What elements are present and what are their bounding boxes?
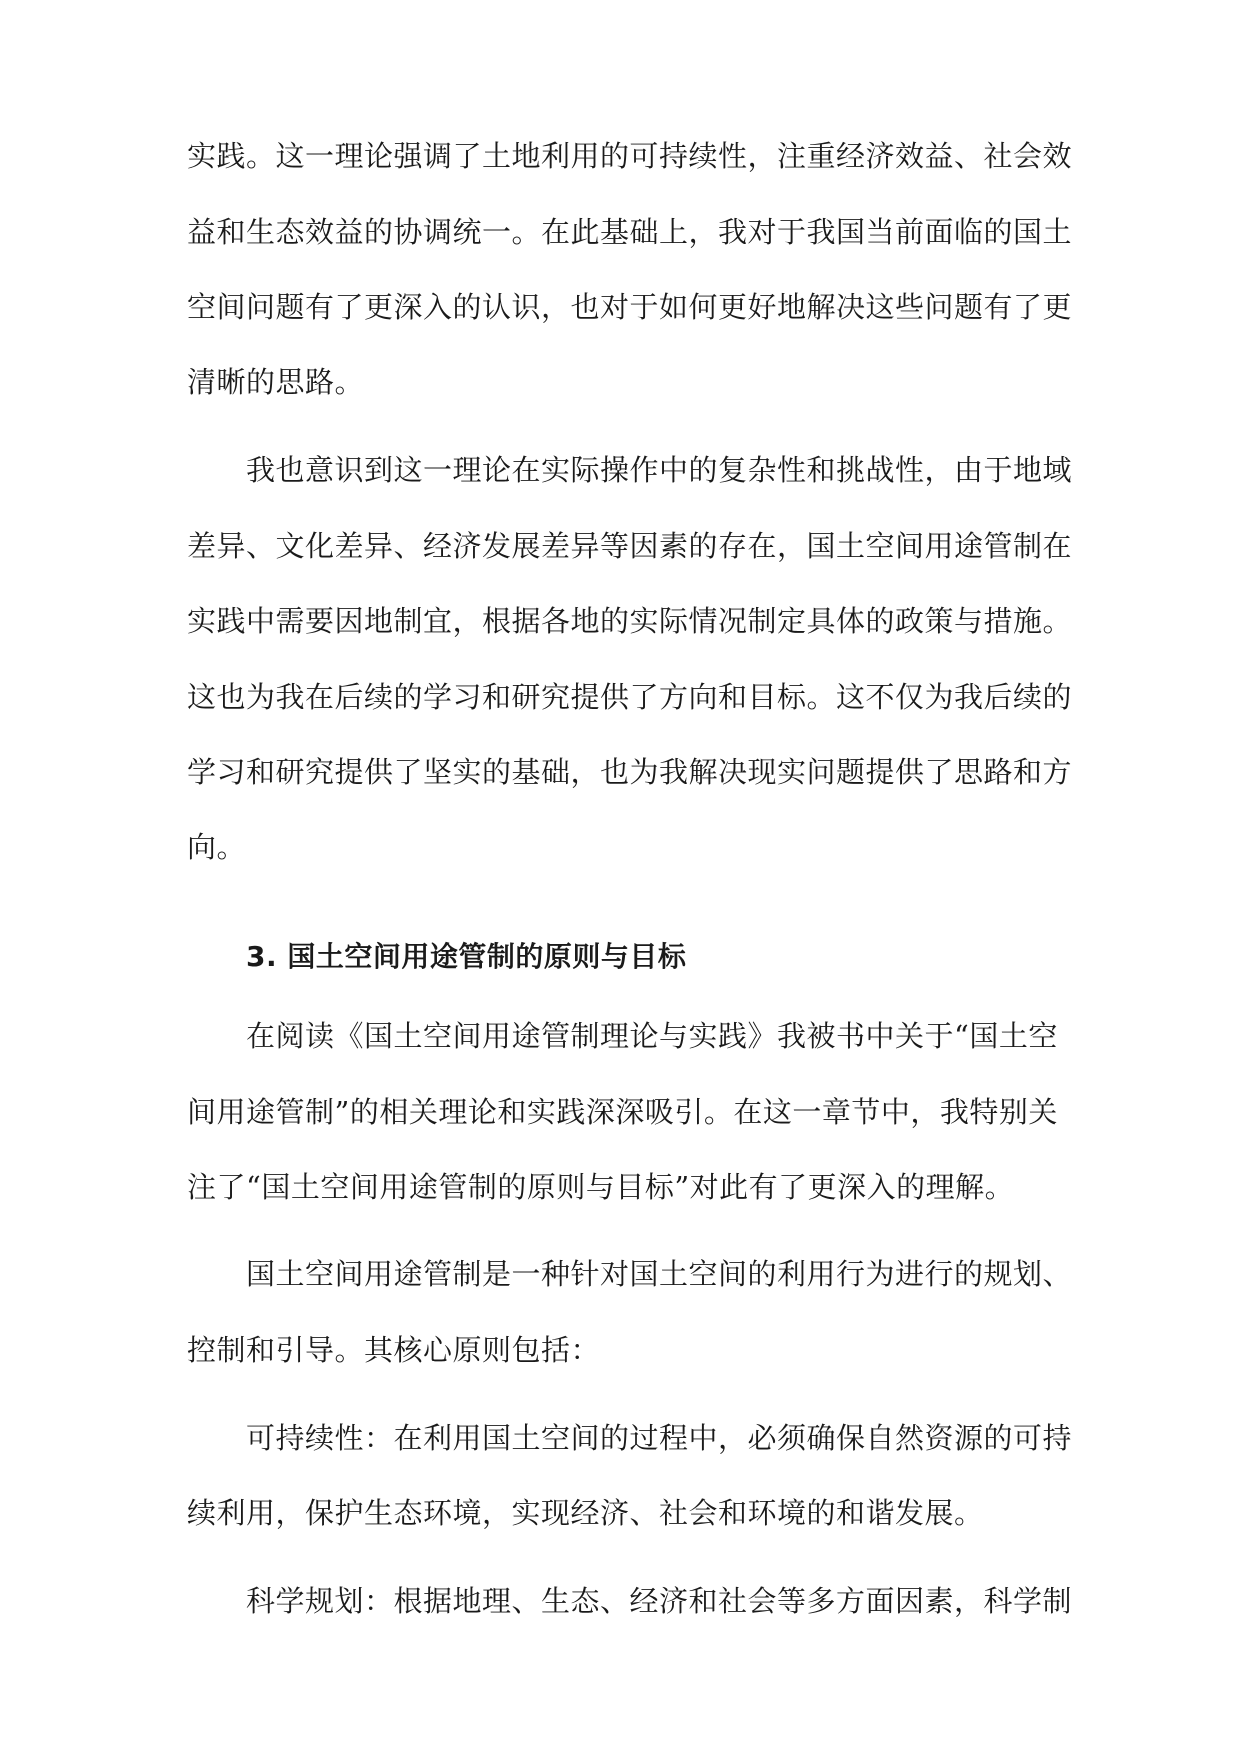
paragraph-line: 国土空间用途管制是一种针对国土空间的利用行为进行的规划、 — [246, 1257, 1073, 1291]
section-heading: 3. 国土空间用途管制的原则与目标 — [246, 940, 687, 973]
paragraph-line: 可持续性：在利用国土空间的过程中，必须确保自然资源的可持 — [246, 1421, 1073, 1455]
paragraph-line: 我也意识到这一理论在实际操作中的复杂性和挑战性，由于地域 — [246, 453, 1073, 487]
paragraph-line: 学习和研究提供了坚实的基础，也为我解决现实问题提供了思路和方 — [187, 755, 1073, 789]
paragraph-line: 注了“国土空间用途管制的原则与目标”对此有了更深入的理解。 — [187, 1170, 1015, 1204]
paragraph-line: 科学规划：根据地理、生态、经济和社会等多方面因素，科学制 — [246, 1584, 1073, 1618]
paragraph-line: 实践。这一理论强调了土地利用的可持续性，注重经济效益、社会效 — [187, 139, 1073, 173]
paragraph-line: 间用途管制”的相关理论和实践深深吸引。在这一章节中，我特别关 — [187, 1095, 1058, 1129]
paragraph-line: 实践中需要因地制宜，根据各地的实际情况制定具体的政策与措施。 — [187, 604, 1073, 638]
paragraph-line: 在阅读《国土空间用途管制理论与实践》我被书中关于“国土空 — [246, 1019, 1058, 1053]
paragraph-line: 控制和引导。其核心原则包括： — [187, 1333, 601, 1367]
paragraph-line: 这也为我在后续的学习和研究提供了方向和目标。这不仅为我后续的 — [187, 680, 1073, 714]
paragraph-line: 空间问题有了更深入的认识，也对于如何更好地解决这些问题有了更 — [187, 290, 1073, 324]
paragraph-line: 续利用，保护生态环境，实现经济、社会和环境的和谐发展。 — [187, 1496, 984, 1530]
paragraph-line: 益和生态效益的协调统一。在此基础上，我对于我国当前面临的国土 — [187, 215, 1073, 249]
paragraph-line: 向。 — [187, 830, 247, 864]
paragraph-line: 清晰的思路。 — [187, 365, 365, 399]
paragraph-line: 差异、文化差异、经济发展差异等因素的存在，国土空间用途管制在 — [187, 529, 1073, 563]
